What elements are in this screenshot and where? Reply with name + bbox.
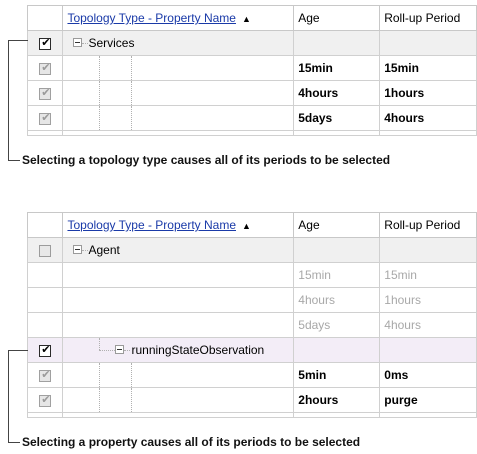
group-label: Agent <box>88 243 120 257</box>
table-header-row <box>28 6 477 31</box>
period-checkbox[interactable] <box>39 63 51 75</box>
collapse-icon[interactable] <box>115 345 124 354</box>
callout-connector <box>8 442 20 443</box>
checkmark-icon: ✔ <box>41 61 51 74</box>
rollup-value: purge <box>380 388 477 413</box>
caption-property: Selecting a property causes all of its periods to be selected <box>22 435 361 449</box>
caption-topology-type: Selecting a topology type causes all of its periods to be selected <box>22 153 391 167</box>
table-row <box>28 363 477 388</box>
property-label: runningStateObservation <box>131 343 265 357</box>
table-header-row <box>28 213 477 238</box>
header-age[interactable]: Age <box>294 6 380 31</box>
callout-connector <box>8 350 28 351</box>
age-value: 4hours <box>294 81 380 106</box>
table-row-property <box>28 338 477 363</box>
collapse-icon[interactable] <box>73 245 82 254</box>
header-name[interactable] <box>63 213 294 238</box>
property-checkbox[interactable] <box>39 345 51 357</box>
callout-connector <box>8 40 28 41</box>
header-rollup[interactable]: Roll-up Period <box>380 213 477 238</box>
checkmark-icon: ✔ <box>41 86 51 99</box>
header-age[interactable]: Age <box>294 213 380 238</box>
group-checkbox[interactable] <box>39 245 51 257</box>
table-row <box>28 288 477 313</box>
header-checkbox-column <box>28 6 63 31</box>
age-value: 15min <box>294 56 380 81</box>
table-row-group <box>28 31 477 56</box>
table-row <box>28 56 477 81</box>
rollup-value: 0ms <box>380 363 477 388</box>
rollup-value: 1hours <box>380 81 477 106</box>
rollup-value: 15min <box>380 263 477 288</box>
age-value: 5min <box>294 363 380 388</box>
table-row <box>28 388 477 413</box>
retention-table-1 <box>27 5 477 136</box>
period-checkbox[interactable] <box>39 370 51 382</box>
rollup-value: 15min <box>380 56 477 81</box>
period-checkbox[interactable] <box>39 395 51 407</box>
age-value: 15min <box>294 263 380 288</box>
callout-connector <box>8 160 20 161</box>
rollup-value: 4hours <box>380 106 477 131</box>
checkmark-icon: ✔ <box>41 36 51 49</box>
age-value: 4hours <box>294 288 380 313</box>
sort-link-name[interactable]: Topology Type - Property Name <box>67 11 236 25</box>
age-value: 2hours <box>294 388 380 413</box>
collapse-icon[interactable] <box>73 38 82 47</box>
callout-connector <box>8 350 9 442</box>
header-name[interactable] <box>63 6 294 31</box>
group-label: Services <box>88 36 135 50</box>
table-row-partial <box>28 413 477 418</box>
period-checkbox[interactable] <box>39 88 51 100</box>
header-checkbox-column <box>28 213 63 238</box>
sort-link-name[interactable]: Topology Type - Property Name <box>67 218 236 232</box>
table-row-partial <box>28 131 477 136</box>
rollup-value: 1hours <box>380 288 477 313</box>
table-row <box>28 313 477 338</box>
sort-ascending-icon: ▲ <box>242 221 251 231</box>
table-row-group <box>28 238 477 263</box>
table-row <box>28 263 477 288</box>
age-value: 5days <box>294 313 380 338</box>
period-checkbox[interactable] <box>39 113 51 125</box>
table-row <box>28 106 477 131</box>
sort-ascending-icon: ▲ <box>241 14 251 24</box>
checkmark-icon: ✔ <box>41 343 51 356</box>
retention-table-2 <box>27 212 477 418</box>
group-checkbox[interactable] <box>39 38 51 50</box>
checkmark-icon: ✔ <box>41 368 51 381</box>
checkmark-icon: ✔ <box>41 111 51 124</box>
callout-connector <box>8 40 9 160</box>
header-rollup[interactable]: Roll-up Period <box>380 6 477 31</box>
table-row <box>28 81 477 106</box>
age-value: 5days <box>294 106 380 131</box>
checkmark-icon: ✔ <box>41 393 51 406</box>
rollup-value: 4hours <box>380 313 477 338</box>
